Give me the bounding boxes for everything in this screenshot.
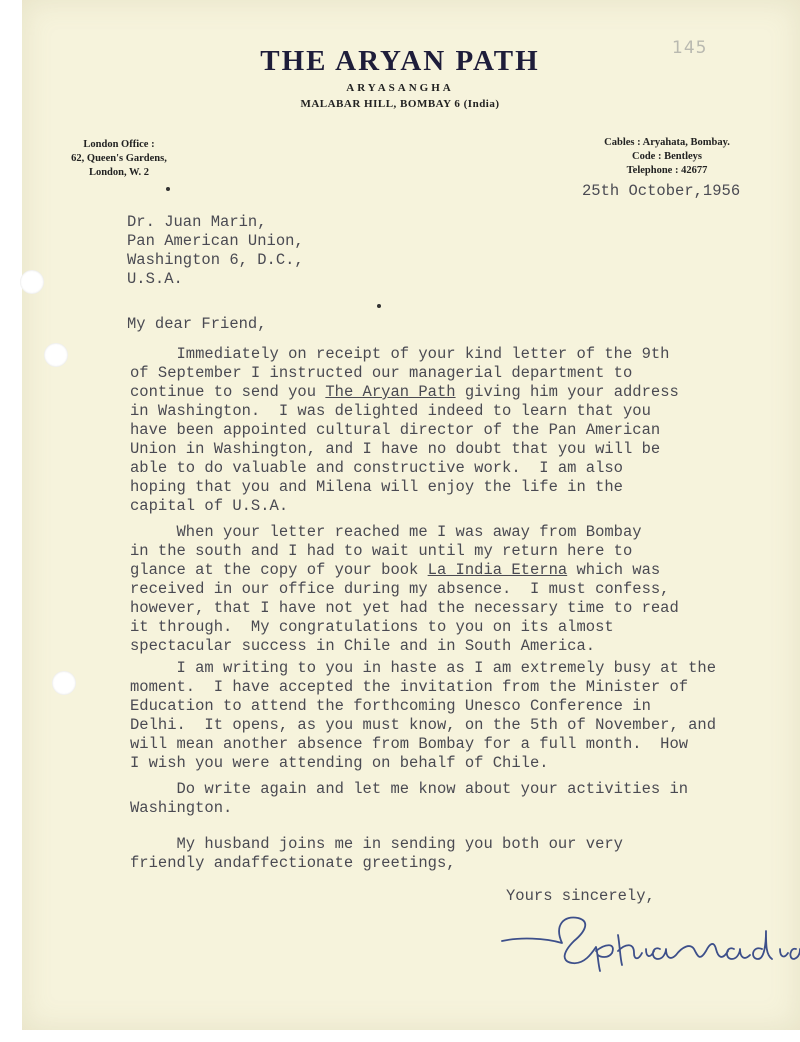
paragraph-2 [130, 523, 679, 656]
london-office-block [44, 138, 194, 180]
recipient-line: Dr. Juan Marin, [127, 213, 267, 231]
letter-date: 25th October,1956 [582, 182, 741, 200]
paragraph-text: Immediately on receipt of your kind letter of the 9th of September I instructed our managerial department to continue to send you [130, 345, 670, 401]
cables-block [572, 136, 762, 178]
recipient-address [127, 213, 304, 289]
paragraph-text: giving him your address in Washington. I was delighted indeed to learn that you have been appointed cultural director of the Pan American Union in Washington, and I have no doubt that you will be able to do valuable and constructive work. I am also hoping that you and Milena will enjoy the life in the capital of U.S.A. [130, 383, 679, 515]
recipient-line: U.S.A. [127, 270, 183, 288]
letterhead-title: THE ARYAN PATH [260, 45, 540, 77]
journal-title: The Aryan Path [325, 383, 456, 401]
paragraph-4: Do write again and let me know about your activities in Washington. [130, 780, 689, 817]
punch-hole [44, 343, 68, 367]
closing: Yours sincerely, [506, 887, 655, 905]
london-office-line: 62, Queen's Gardens, [71, 153, 167, 164]
cables-line: Telephone : 42677 [626, 165, 708, 176]
salutation: My dear Friend, [127, 315, 267, 333]
letterhead-subtitle: ARYASANGHA [346, 82, 454, 94]
handwritten-signature [500, 905, 800, 985]
cables-line: Cables : Aryahata, Bombay. [604, 137, 730, 148]
punch-hole [20, 270, 44, 294]
recipient-line: Washington 6, D.C., [127, 251, 304, 269]
cables-line: Code : Bentleys [632, 151, 702, 162]
paragraph-3: I am writing to you in haste as I am extremely busy at the moment. I have accepted the invitation from the Minister of Education to attend the forthcoming Unesco Conference in Delhi. It opens, as you must know, on the 5th of November, and will mean another absence from Bombay for a full month. How I wish you were attending on behalf of Chile. [130, 659, 716, 772]
paragraph-5: My husband joins me in sending you both our very friendly andaffectionate greetings, [130, 835, 623, 872]
paragraph-1 [130, 345, 679, 516]
paragraph-text: When your letter reached me I was away from Bombay in the south and I had to wait until my return here to glance at the copy of your book [130, 523, 642, 579]
london-office-line: London, W. 2 [88, 167, 150, 178]
ink-speck [377, 304, 381, 308]
punch-hole [52, 671, 76, 695]
recipient-line: Pan American Union, [127, 232, 304, 250]
ink-speck [166, 187, 170, 191]
london-office-line: London Office : [83, 139, 155, 150]
letterhead-address: MALABAR HILL, BOMBAY 6 (India) [300, 98, 500, 110]
book-title: La India Eterna [427, 561, 568, 579]
pencil-annotation: 145 [672, 38, 708, 58]
paragraph-text: which was received in our office during my absence. I must confess, however, that I have not yet had the necessary time to read it through. My congratulations to you on its almost spectacular success in Chile and in South America. [130, 561, 679, 655]
